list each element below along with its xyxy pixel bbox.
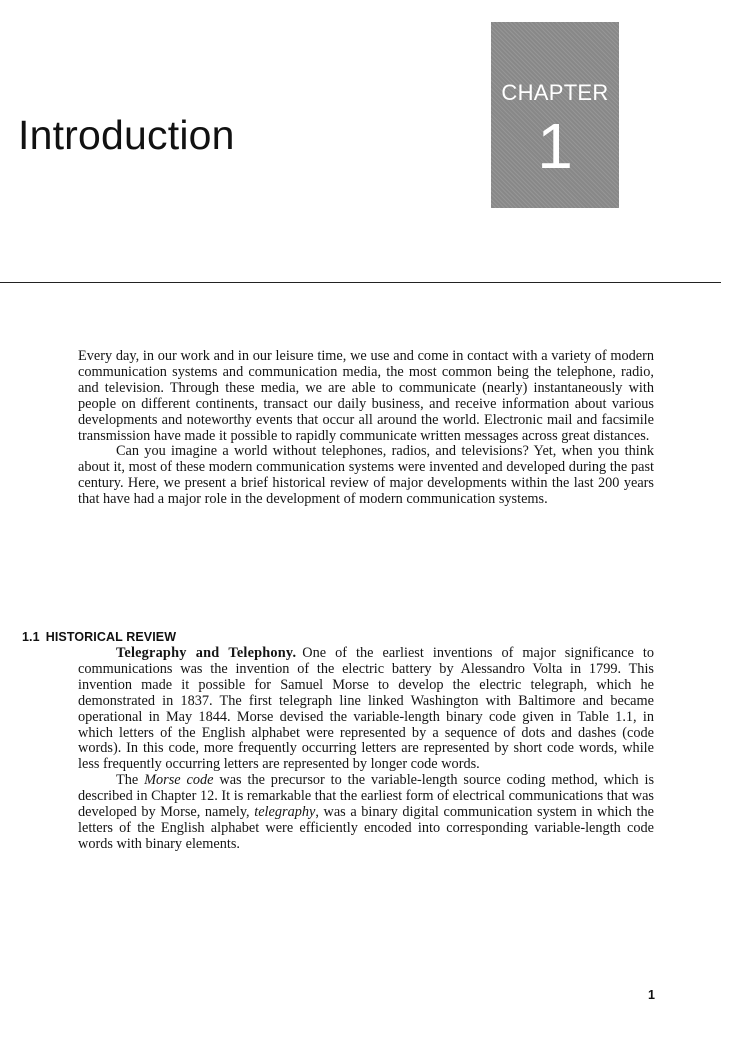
page-number: 1 [648,988,655,1002]
section-paragraph-2 [78,773,654,853]
morse-code-term: Morse code [144,772,214,789]
telegraphy-term: telegraphy [254,804,316,821]
intro-text [78,349,654,508]
section-number: 1.1 [22,630,40,644]
chapter-label: CHAPTER [501,80,609,105]
section-paragraph-2-part-c: , was a binary digital communication system in which the letters of the English alphabet were efficiently encoded into corresponding variable-length code words with binary elements. [78,804,654,852]
intro-paragraph-1: Every day, in our work and in our leisure time, we use and come in contact with a variety of modern communication systems and communication media, the most common being the telephone, radio, and television. Through these media, we are able to communicate (nearly) instantaneously with people on different continents, transact our daily business, and receive information about various developments and noteworthy events that occur all around the world. Electronic mail and facsimile transmission have made it possible to rapidly communicate written messages across great distances. [78,348,654,444]
section-paragraph-2-part-b: was the precursor to the variable-length source coding method, which is described in Chapter 12. It is remarkable that the earliest form of electrical communications that was developed by Morse, namely, [78,772,655,821]
section-heading [22,630,182,644]
section-paragraph-1 [78,646,654,773]
section-text [78,646,654,853]
chapter-title: Introduction [18,112,235,158]
chapter-badge [491,22,619,208]
section-paragraph-1-text: One of the earliest inventions of major significance to communications was the invention of the electric battery by Alessandro Volta in 1799. This invention made it possible for Samuel Morse to develop the electric telegraph, which he demonstrated in 1837. The first telegraph line linked Washington with Baltimore and became operational in May 1844. Morse devised the variable-length binary code given in Table 1.1, in which letters of the English alphabet were represented by a sequence of dots and dashes (code words). In this code, more frequently occurring letters are represented by short code words, while less frequently occurring letters are represented by longer code words. [78,645,654,773]
run-in-heading: Telegraphy and Telephony. [116,645,297,661]
section-paragraph-2-part-a: The [116,772,145,789]
section-title: HISTORICAL REVIEW [45,630,177,644]
header-rule [0,282,721,283]
chapter-number: 1 [537,110,573,182]
intro-paragraph-2: Can you imagine a world without telephones, radios, and televisions? Yet, when you think about it, most of these modern communication systems were invented and developed during the past century. Here, we present a brief historical review of major developments within the last 200 years that have had a major role in the development of modern communication systems. [78,443,654,508]
